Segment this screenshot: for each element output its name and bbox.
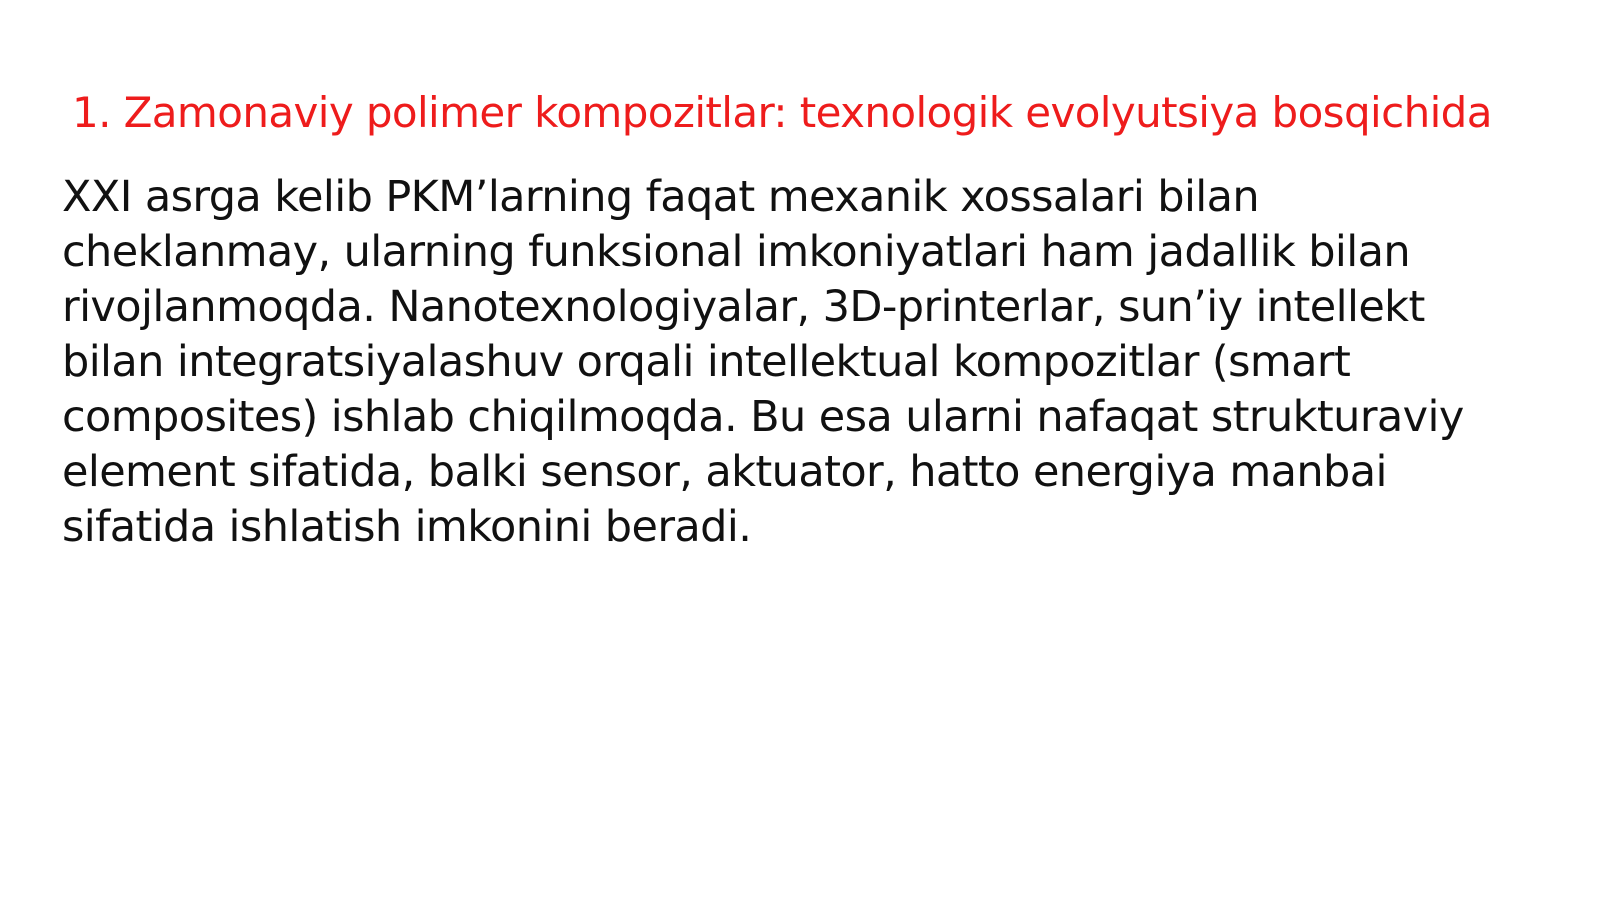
body-line: cheklanmay, ularning funksional imkoniyatlari ham jadallik bilan bbox=[62, 227, 1410, 277]
body-line: sifatida ishlatish imkonini beradi. bbox=[62, 502, 752, 552]
body-line: composites) ishlab chiqilmoqda. Bu esa ularni nafaqat strukturaviy bbox=[62, 392, 1464, 442]
body-line: rivojlanmoqda. Nanotexnologiyalar, 3D-printerlar, sun’iy intellekt bbox=[62, 282, 1425, 332]
body-line: element sifatida, balki sensor, aktuator, hatto energiya manbai bbox=[62, 447, 1387, 497]
body-line: XXI asrga kelib PKM’larning faqat mexanik xossalari bilan bbox=[62, 172, 1260, 222]
body-line: bilan integratsiyalashuv orqali intellektual kompozitlar (smart bbox=[62, 337, 1351, 387]
slide-body-paragraph bbox=[62, 170, 1552, 555]
slide-title: 1. Zamonaviy polimer kompozitlar: texnologik evolyutsiya bosqichida bbox=[72, 88, 1492, 137]
